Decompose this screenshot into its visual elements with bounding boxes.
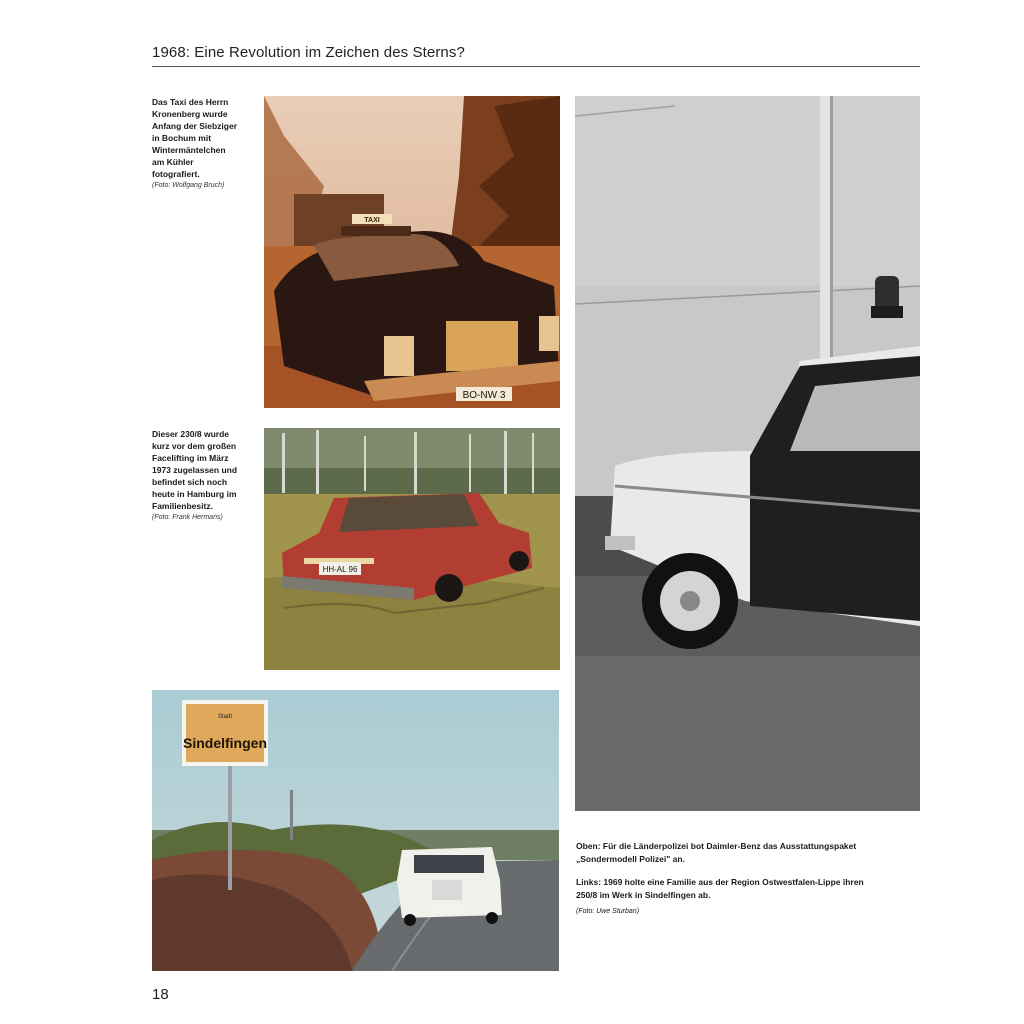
town-sign-name: Sindelfingen — [183, 735, 267, 751]
caption-police-credit: (Foto: Uwe Sturban) — [576, 908, 640, 915]
photo-red-car — [264, 428, 560, 670]
photo-taxi — [264, 96, 560, 408]
caption-taxi-text: Das Taxi des Herrn Kronenberg wurde Anfang der Siebziger in Bochum mit Wintermäntelchen am Kühler fotografiert. — [152, 97, 238, 179]
page-header-title: 1968: Eine Revolution im Zeichen des Sterns? — [152, 44, 465, 61]
caption-police-oben: Oben: Für die Länderpolizei bot Daimler-Benz das Ausstattungspaket „Sondermodell Polizei" an. — [576, 841, 857, 864]
caption-red-car-text: Dieser 230/8 wurde kurz vor dem großen Facelifting im März 1973 zugelassen und befindet sich noch heute in Hamburg im Familienbesitz. — [152, 429, 238, 511]
caption-taxi-credit: (Foto: Wolfgang Bruch) — [152, 182, 225, 189]
caption-red-car-credit: (Foto: Frank Hermans) — [152, 514, 223, 521]
caption-red-car — [152, 428, 244, 523]
caption-taxi — [152, 96, 240, 191]
caption-police-links: Links: 1969 holte eine Familie aus der Region Ostwestfalen-Lippe ihren 250/8 im Werk in Sindelfingen ab. — [576, 877, 864, 900]
caption-police — [576, 840, 876, 918]
red-car-license-plate: HH-AL 96 — [322, 565, 358, 574]
taxi-license-plate: BO-NW 3 — [462, 390, 506, 401]
photo-police-car — [575, 96, 920, 811]
photo-sindelfingen — [152, 690, 559, 971]
header-divider — [152, 66, 920, 67]
town-sign-top: Stadt — [217, 714, 233, 720]
page-number: 18 — [152, 986, 169, 1003]
taxi-sign-text: TAXI — [364, 217, 380, 224]
